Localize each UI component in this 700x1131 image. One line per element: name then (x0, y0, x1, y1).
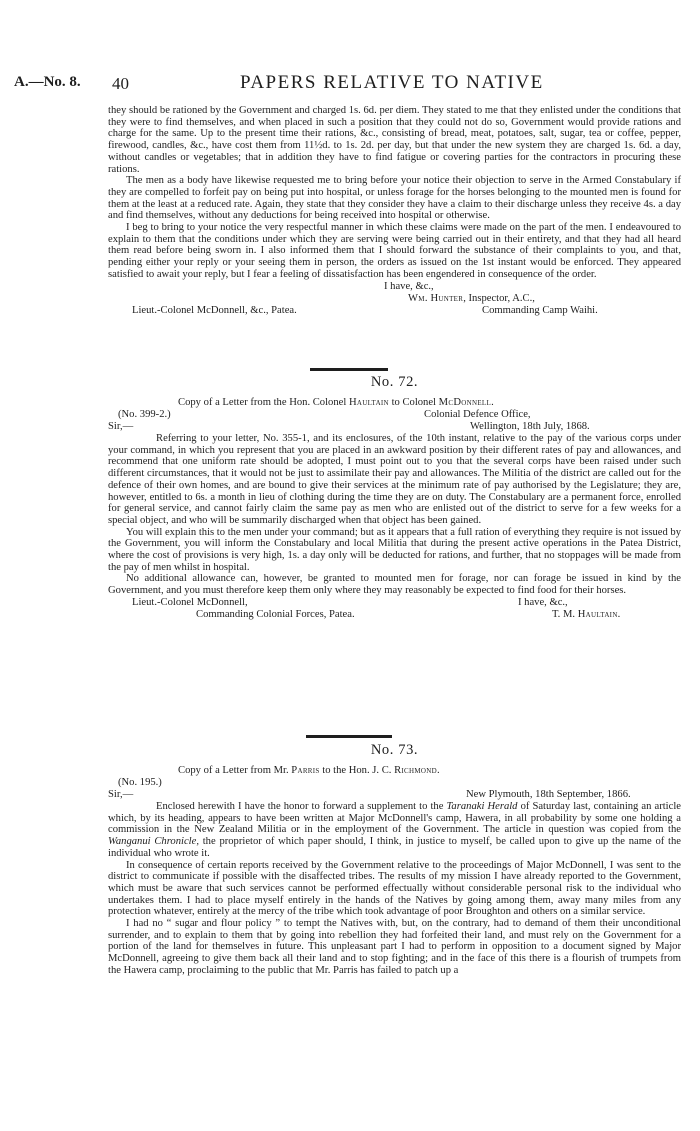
letter-72-paragraph-1: Referring to your letter, No. 355-1, and its enclosures, of the 10th instant, relative to the pay of the various corps under your command, in which you represent that you are placed in an awkward position by their different rates of pay and allowances, and recommend that one uniform rate should be adopted, I must point out to you that the several corps have been raised under such different circumstances, that it would not be just to assimilate their pay and allowances. The Militia of the district are called out for the defence of their own homes, and are bound to give their services at the minimum rate of pay authorised by the Legislature; they are, however, entitled to 6s. a month in lieu of clothing during the time they are on duty. The Constabulary are a permanent force, enrolled for general service, and cannot fairly claim the same pay as men who are enlisted out of the district to serve for a few weeks for a special object, and who will be summarily discharged when that object has been gained. (108, 433, 681, 526)
letter-73-number: No. 73. (370, 742, 419, 758)
letter-71-closing: I have, &c., (384, 280, 434, 292)
letter-73-from-name: Parris (291, 765, 320, 776)
letter-73-p1-text-b: of Saturday last, containing an article which, by its heading, appears to have been written at Major McDonnell's camp, Hawera, in all probability by some one holding a commission in the New Zealand Militia or in the employment of the Government. The article in question was copied from the (108, 801, 681, 836)
letter-73-heading (108, 765, 681, 777)
document-code: A.—No. 8. (14, 74, 81, 90)
letter-72-office: Colonial Defence Office, (424, 409, 531, 420)
letter-72-section (108, 374, 681, 621)
letter-72-paragraph-3: No additional allowance can, however, be granted to mounted men for forage, nor can forage be issued in kind by the Government, and you must therefore keep them only where they may reasonably be expected to find food for their horses. (108, 573, 681, 597)
letter-73-salutation-row (108, 789, 681, 801)
letter-72-from-name: Haultain (348, 397, 389, 408)
letter-73-copy-prefix: Copy of a Letter from Mr. (178, 765, 289, 776)
letter-73-newspaper-2: Wanganui Chronicle, (108, 836, 199, 848)
letter-71-address-row (108, 305, 681, 317)
letter-72-copy-prefix: Copy of a Letter from the Hon. Colonel (178, 397, 347, 408)
letter-72-signature (552, 609, 621, 621)
letter-71-paragraph-2: The men as a body have likewise requested me to bring before your notice their objection to serve in the Armed Constabulary if they are compelled to forfeit pay on being put into hospital, or unless forage for the horses belonging to the mounted men is found for them at the least at a reduced rate. Again, they state that they consider they have a claim to their discharge unless they receive 4s. a day and find themselves, without any deductions for being received into hospital or otherwise. (108, 175, 681, 222)
letter-71-closing-row (108, 281, 681, 293)
letter-72-addressee-2: Commanding Colonial Forces, Patea. (196, 608, 355, 620)
section-divider-2 (306, 735, 392, 738)
letter-73-ref-row (108, 777, 681, 789)
letter-73-to-name: Richmond. (394, 765, 440, 776)
letter-71-section (108, 105, 681, 317)
letter-73-p1-text-c: the proprietor of which paper should, I think, in justice to myself, be called upon to give up the name of the individual who wrote it. (108, 836, 681, 859)
letter-71-paragraph-1: they should be rationed by the Government and charged 1s. 6d. per diem. They stated to me that they enlisted under the conditions that they were to find themselves, and when placed in such a position that they could not do so, Government would provide rations and charge for the same. Up to the present time their rations, &c., consisting of bread, meat, potatoes, salt, sugar, tea or coffee, pepper, firewood, candles, &c., have cost them from 11½d. to 1s. 2d. per day, but that under the new system they are charged 1s. 6d. a day, without candles or vegetables; that in addition they have to find fatigue or covering parties for the contractors in procuring these rations. (108, 105, 681, 175)
letter-73-copy-mid: to the Hon. J. C. (322, 765, 392, 776)
letter-72-copy-mid: to Colonel (391, 397, 436, 408)
letter-73-paragraph-3: I had no “ sugar and flour policy ” to tempt the Natives with, but, on the contrary, had to demand of them their unconditional surrender, and to explain to them that by going into rebellion they had forfeited their land, and must rely on the Government for a portion of the land for themselves in future. This unpleasant part I had to perform in opposition to a document signed by Major McDonnell, agreeing to give them back all their land and to stop fighting; and in the face of this there is a flourish of trumpets from the Hawera camp, proclaiming to the public that Mr. Parris has failed to patch up a (108, 918, 681, 976)
letter-73-paragraph-1 (108, 801, 681, 860)
letter-71-signer-title: , Inspector, A.C., (463, 292, 535, 304)
letter-72-salutation-row (108, 421, 681, 433)
letter-73-paragraph-2: In consequence of certain reports received by the Government relative to the proceedings of Major McDonnell, I was sent to the district to communicate if possible with the disaffected tribes. The results of my mission I have already reported to the Government, which must be aware that such services cannot be performed effectually without considerable personal risk to the individual who undertakes them. I had to place myself entirely in the hands of the Natives by going among them, away many miles from any protection whatever, entirely at the mercy of the tribe which took advantage of poor Broughton and others on a similar service. (108, 859, 681, 918)
letter-72-signature-row (108, 609, 681, 621)
letter-73-newspaper-1: Taranaki Herald (446, 801, 518, 812)
letter-72-place-date: Wellington, 18th July, 1868. (470, 421, 590, 432)
letter-72-to-name: McDonnell. (438, 397, 495, 408)
letter-72-closing: I have, &c., (518, 596, 568, 608)
letter-71-signer-prefix: Wm. (408, 292, 428, 304)
letter-72-number: No. 72. (370, 374, 419, 390)
letter-72-addressee-1: Lieut.-Colonel McDonnell, (132, 596, 248, 608)
letter-71-signature (408, 293, 535, 305)
letter-73-ref: (No. 195.) (118, 777, 162, 788)
section-divider-1 (310, 368, 388, 371)
page-header (0, 74, 700, 96)
letter-73-salutation: Sir,— (108, 789, 134, 800)
letter-73-section (108, 742, 681, 977)
letter-72-ref-row (108, 409, 681, 421)
letter-71-paragraph-3: I beg to bring to your notice the very respectful manner in which these claims were made on the part of the men. I endeavoured to explain to them that the conditions under which they are serving were being carried out in their entirety, and that they had all heard them read before being sworn in. I also informed them that I should forward the substance of their complaints to you, and that, pending either your reply or your seeing them in person, the orders as issued on the 1st instant would be enforced. They appeared satisfied to await your reply, but I fear a feeling of dissatisfaction has been engendered in consequence of the order. (108, 222, 681, 280)
letter-72-close-row (108, 597, 681, 609)
letter-73-place-date: New Plymouth, 18th September, 1866. (466, 789, 631, 800)
letter-72-ref: (No. 399-2.) (118, 409, 171, 420)
page-number: 40 (112, 74, 129, 93)
letter-71-signer-role: Commanding Camp Waihi. (482, 304, 598, 316)
letter-72-signer-name: Haultain. (577, 608, 621, 620)
running-title: PAPERS RELATIVE TO NATIVE (240, 72, 544, 93)
letter-71-signer-name: Hunter (430, 292, 464, 304)
letter-71-signature-row (108, 293, 681, 305)
letter-73-p1-text-a: Enclosed herewith I have the honor to forward a supplement to the (156, 801, 444, 812)
letter-71-addressee: Lieut.-Colonel McDonnell, &c., Patea. (132, 304, 297, 316)
letter-72-paragraph-2: You will explain this to the men under your command; but as it appears that a full ration of everything they require is not issued by the Government, you will inform the Constabulary and local Militia that during the present active operations in the Patea District, where the cost of provisions is very high, 1s. a day only will be deducted for rations, and further, that no stoppages will be made from the pay of men whilst in hospital. (108, 526, 681, 573)
letter-72-heading (108, 397, 681, 409)
letter-72-salutation: Sir,— (108, 421, 134, 432)
letter-72-signer-prefix: T. M. (552, 608, 576, 620)
